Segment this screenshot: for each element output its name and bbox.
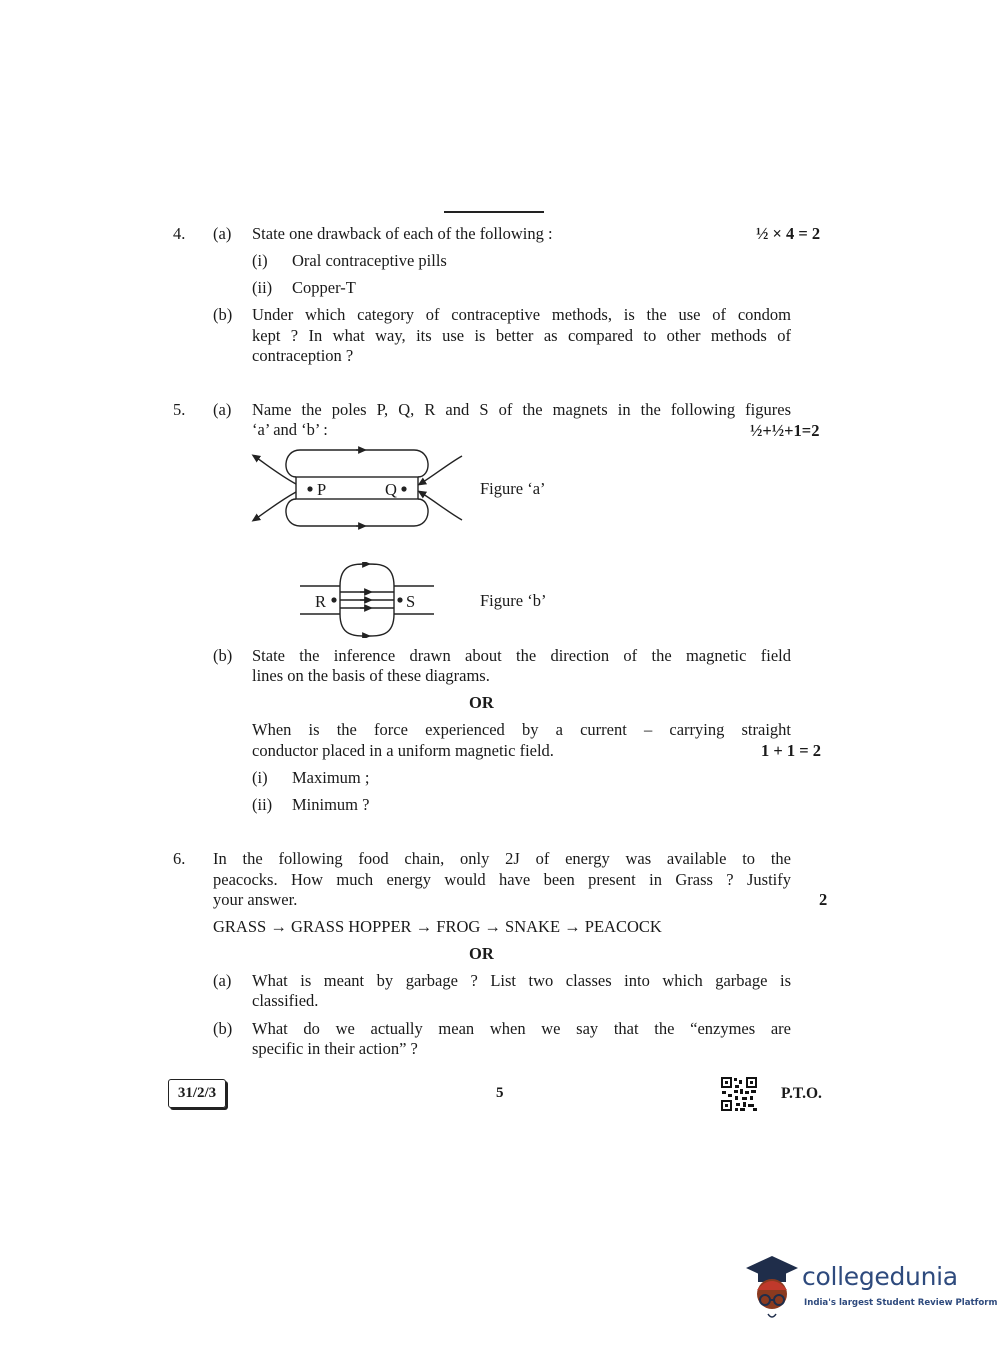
question-6-number: 6.: [173, 849, 186, 868]
q6-b-line-2: specific in their action” ?: [252, 1039, 418, 1058]
paper-code-box: 31/2/3: [168, 1079, 226, 1108]
figure-b-field-top: [340, 564, 394, 586]
question-4-number: 4.: [173, 224, 186, 243]
figure-b-pole-s: S: [406, 592, 416, 611]
q5-i-text: Maximum ;: [292, 768, 370, 787]
q5-b-line-1: State the inference drawn about the direction of the magnetic field: [252, 646, 791, 665]
q4-b-label: (b): [213, 305, 233, 324]
q6-line-1: In the following food chain, only 2J of energy was available to the: [213, 849, 791, 868]
q5-i-label: (i): [252, 768, 268, 787]
q6-b-line-1: What do we actually mean when we say that the “enzymes are: [252, 1019, 791, 1038]
q4-a-text: State one drawback of each of the following :: [252, 224, 553, 243]
figure-a-field-bottom: [286, 499, 428, 526]
q6-line-2: peacocks. How much energy would have been present in Grass ? Justify: [213, 870, 791, 889]
figure-a-line-left-bottom: [254, 492, 296, 520]
top-separator: [444, 211, 544, 213]
q5-marks: ½+½+1=2: [750, 421, 820, 440]
q4-ii-text: Copper-T: [292, 278, 356, 297]
figure-b-field-bottom: [340, 614, 394, 636]
figure-a-label: Figure ‘a’: [480, 479, 546, 498]
q6-or: OR: [469, 944, 494, 963]
q5-b-line-2: lines on the basis of these diagrams.: [252, 666, 490, 685]
figure-a-line-right-top: [420, 456, 462, 484]
figure-a-magnet: [296, 477, 418, 499]
qr-code-icon: [720, 1076, 758, 1112]
brand-name: collegedunia: [802, 1262, 958, 1291]
figure-b-pole-r: R: [315, 592, 327, 611]
figure-a-field-top: [286, 450, 428, 477]
figure-a-line-left-top: [254, 456, 296, 484]
pto-label: P.T.O.: [781, 1085, 822, 1102]
q4-b-line-3: contraception ?: [252, 346, 354, 365]
q6-a-label: (a): [213, 971, 232, 990]
q4-b-line-2: kept ? In what way, its use is better as compared to other methods of: [252, 326, 791, 345]
figure-a-diagram: [248, 444, 470, 532]
q4-marks: ½ × 4 = 2: [756, 224, 821, 243]
q5-alt-line-2: conductor placed in a uniform magnetic field.: [252, 741, 554, 760]
q5-ii-label: (ii): [252, 795, 273, 814]
question-5-number: 5.: [173, 400, 186, 419]
q5-ii-text: Minimum ?: [292, 795, 370, 814]
q4-i-label: (i): [252, 251, 268, 270]
q5-alt-line-1: When is the force experienced by a current – carrying straight: [252, 720, 791, 739]
q5-a-line-2: ‘a’ and ‘b’ :: [252, 420, 328, 439]
q6-line-3: your answer.: [213, 890, 298, 909]
q4-b-line-1: Under which category of contraceptive methods, is the use of condom: [252, 305, 791, 324]
figure-b-label: Figure ‘b’: [480, 591, 547, 610]
figure-a-pole-p: P: [317, 480, 327, 499]
q4-i-text: Oral contraceptive pills: [292, 251, 447, 270]
q6-marks: 2: [819, 890, 828, 909]
figure-a-line-right-bottom: [420, 492, 462, 520]
q4-a-label: (a): [213, 224, 232, 243]
page-number: 5: [496, 1085, 504, 1101]
q6-food-chain: GRASS → GRASS HOPPER → FROG → SNAKE → PEACOCK: [213, 917, 662, 936]
figure-a-pole-q: Q: [385, 480, 397, 499]
q6-a-line-2: classified.: [252, 991, 319, 1010]
q5-b-label: (b): [213, 646, 233, 665]
q5-a-line-1: Name the poles P, Q, R and S of the magnets in the following figures: [252, 400, 791, 419]
q4-ii-label: (ii): [252, 278, 273, 297]
q6-b-label: (b): [213, 1019, 233, 1038]
brand-tagline: India's largest Student Review Platform: [804, 1298, 998, 1308]
q5-a-label: (a): [213, 400, 232, 419]
q5-or: OR: [469, 693, 494, 712]
q6-a-line-1: What is meant by garbage ? List two classes into which garbage is: [252, 971, 791, 990]
q5-alt-marks: 1 + 1 = 2: [761, 741, 822, 760]
